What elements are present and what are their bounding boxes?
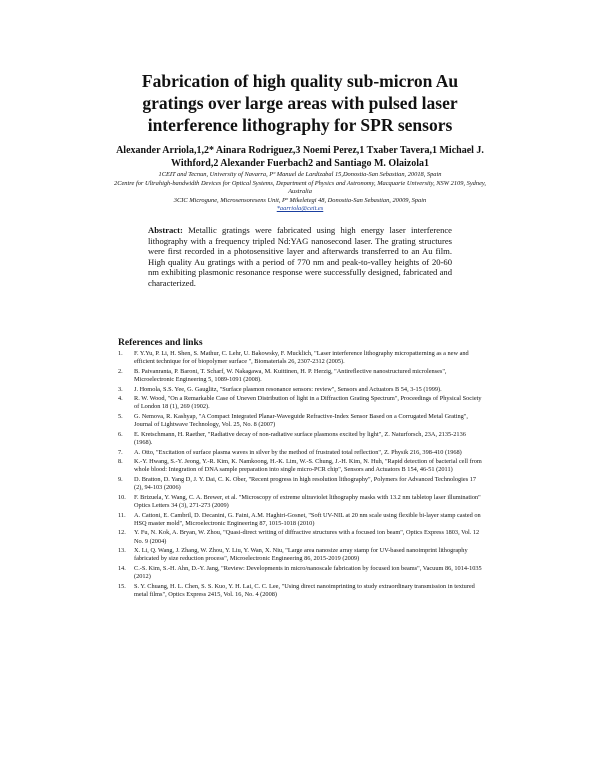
reference-number: 9. (118, 476, 123, 484)
reference-number: 8. (118, 458, 123, 466)
reference-number: 11. (118, 511, 126, 519)
reference-text: B. Paivanranta, P. Baroni, T. Scharf, W. Nakagawa, M. Kuittinen, H. P. Herzig, "Antireflective nanostructured microlenses", Microelectronic Engineering 5, 1089-1091 (2008). (134, 367, 447, 383)
reference-text: F. Brizuela, Y. Wang, C. A. Brewer, et al. "Microscopy of extreme ultraviolet lithography masks with 13.2 nm tabletop laser illumination" Optics Letters 34 (3), 271-273 (2009) (134, 493, 481, 509)
reference-item (118, 413, 483, 429)
reference-item (118, 565, 483, 581)
reference-number: 6. (118, 430, 123, 438)
reference-item (118, 449, 483, 457)
reference-item (118, 512, 483, 528)
reference-number: 4. (118, 395, 123, 403)
reference-text: X. Li, Q. Wang, J. Zhang, W. Zhou, Y. Liu, Y. Wan, X. Niu, "Large area nanosize array stamp for UV-based nanoimprint lithography fabricated by size reduction process", Microelectronic Engineering 86, 2015-2019 (2009) (134, 547, 468, 563)
reference-number: 14. (118, 564, 126, 572)
reference-number: 1. (118, 350, 123, 357)
reference-item (118, 431, 483, 447)
reference-number: 13. (118, 547, 126, 555)
affiliations (108, 171, 492, 214)
reference-text: F. Y.Yu, P. Li, H. Shen, S. Mathur, C. Lehr, U. Bakowsky, F. Mucklich, "Laser interference lithography micropatterning as a new and efficient technique for of biopolymer surface ", Biomaterials 26, 2307-2312 (2005). (134, 350, 469, 366)
reference-list (118, 350, 483, 601)
reference-number: 2. (118, 367, 123, 375)
reference-text: A. Otto, "Excitation of surface plasma waves in silver by the method of frustrated total reflection", Z. Physik 216, 398-410 (1968) (134, 448, 462, 456)
reference-text: S. Y. Chuang, H. L. Chen, S. S. Kuo, Y. H. Lai, C. C. Lee, "Using direct nanoimprinting to study extraordinary transmission in textured metal films", Optics Express 2415, Vol. 16, No. 4 (2008) (134, 582, 475, 598)
reference-text: C.-S. Kim, S.-H. Ahn, D.-Y. Jang, "Review: Developments in micro/nanoscale fabrication by focused ion beams", Vacuum 86, 1014-1035 (2012) (134, 564, 482, 581)
references-heading: References and links (118, 337, 203, 348)
reference-number: 12. (118, 529, 126, 537)
abstract-text: Metallic gratings were fabricated using high energy laser interference lithography with a frequency tripled Nd:YAG nanosecond laser. The grating structures were first recorded in a photosensitive layer and afterwards transferred to an Au film. High quality Au gratings with a period of 770 nm and peak-to-valley heights of 20-60 nm exhibiting plasmonic resonance response were successfully designed, fabricated and characterized. (148, 225, 452, 288)
reference-number: 15. (118, 582, 126, 590)
reference-text: Y. Fu, N. Kok, A. Bryan, W. Zhou, "Quasi-direct writing of diffractive structures with a focused ion beam", Optics Express 1803, Vol. 12 No. 9 (2004) (134, 529, 480, 545)
reference-number: 3. (118, 385, 123, 393)
reference-text: D. Bratton, D. Yang D, J. Y. Dai, C. K. Ober, "Recent progress in high resolution lithography", Polymers for Advanced Technologies 17 (2), 94-103 (2006) (134, 476, 477, 492)
reference-item (118, 386, 483, 394)
paper-title: Fabrication of high quality sub-micron Au gratings over large areas with pulsed laser interference lithography for SPR sensors (141, 71, 459, 135)
reference-item (118, 350, 483, 366)
reference-number: 7. (118, 448, 123, 456)
reference-item (118, 458, 483, 474)
reference-item (118, 368, 483, 384)
affiliation-3: 3CIC Microgune, Microsensoresens Unit, Pº Mikeletegi 48, Donostia-San Sebastian, 20009, Spain (173, 196, 427, 204)
affiliation-1: 1CEIT and Tecnun, University of Navarra, Pº Manuel de Lardizabal 15,Donostia-San Sebastian, 20018, Spain (158, 171, 442, 178)
reference-number: 10. (118, 493, 126, 501)
reference-text: J. Homola, S.S. Yee, G. Gauglitz, "Surface plasmon resonance sensors: review", Sensors and Actuators B 54, 3-15 (1999). (134, 385, 442, 393)
reference-item (118, 583, 483, 599)
reference-item (118, 547, 483, 563)
reference-item (118, 395, 483, 411)
abstract (148, 225, 452, 289)
reference-item (118, 529, 483, 545)
reference-item (118, 494, 483, 510)
reference-text: R. W. Wood, "On a Remarkable Case of Uneven Distribution of light in a Diffraction Grating Spectrum", Proceedings of Physical Society of London 18 (1), 269 (1902). (134, 395, 482, 411)
reference-text: K.-Y. Hwang, S.-Y. Jeong, Y.-R. Kim, K. Namkoong, H.-K. Lim, W.-S. Chung, J.-H. Kim, N. Huh, "Rapid detection of bacterial cell from whole blood: Integration of DNA sample preparation into single micro-PCR chip", Sensors and Actuators B 154, 46-51 (2011) (134, 458, 482, 474)
reference-text: A. Cattoni, E. Cambril, D. Decanini, G. Faini, A.M. Haghiri-Gosnet, "Soft UV-NIL at 20 nm scale using flexible bi-layer stamp casted on HSQ master mold", Microelectronic Engineering 87, 1015-1018 (2010) (134, 511, 481, 527)
reference-number: 5. (118, 413, 123, 421)
author-list: Alexander Arriola,1,2* Ainara Rodriguez,3 Noemi Perez,1 Txaber Tavera,1 Michael J. Withford,2 Alexander Fuerbach2 and Santiago M. Olaizola1 (116, 145, 484, 169)
abstract-label: Abstract: (148, 225, 183, 235)
reference-text: E. Kretschmann, H. Raether, "Radiative decay of non-radiative surface plasmons excited by light", Z. Naturforsch, 23A, 2135-2136 (1968). (134, 430, 466, 446)
reference-text: G. Nemova, R. Kashyap, "A Compact Integrated Planar-Waveguide Refractive-Index Sensor Based on a Corrugated Metal Grating", Journal of Lightwave Technology, Vol. 25, No. 8 (2007) (134, 413, 468, 429)
reference-item (118, 476, 483, 492)
corresponding-email-link[interactable]: *aarriola@ceit.es (276, 205, 324, 212)
affiliation-2: 2Centre for Ultrahigh-bandwidth Devices for Optical Systems, Department of Physics and Astronomy, Macquarie University, NSW 2109, Sydney, Australia (114, 179, 486, 195)
